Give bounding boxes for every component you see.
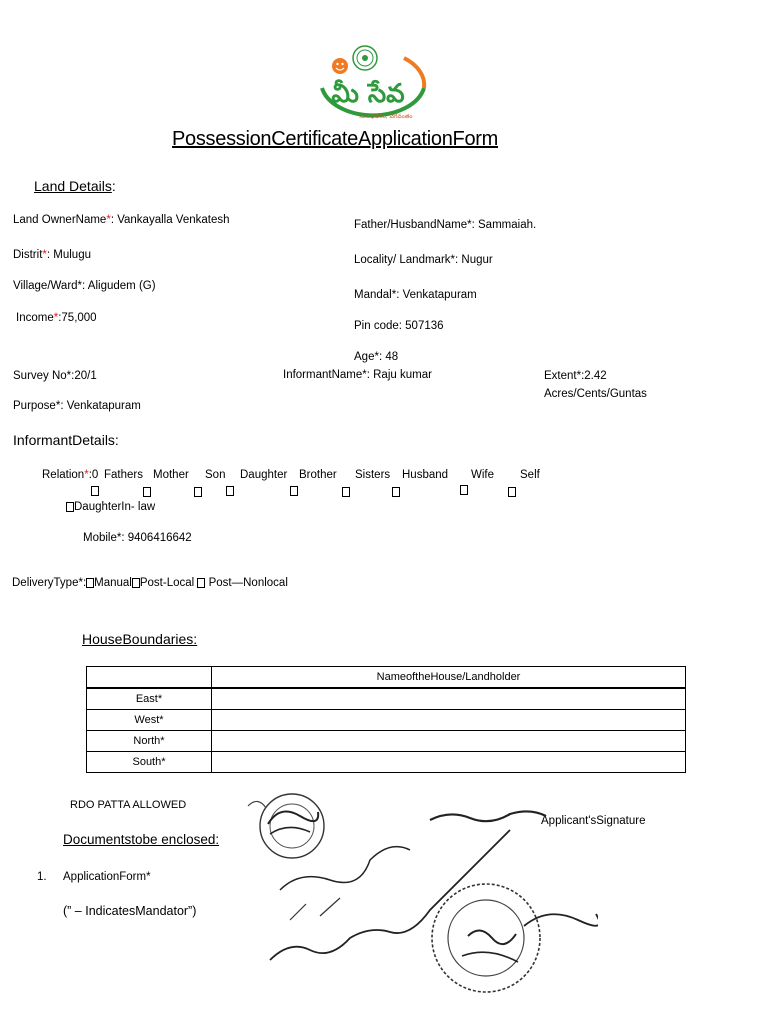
table-header-row (87, 667, 686, 689)
delivery-option-post-nonlocal: Post—Nonlocal (208, 577, 288, 589)
delivery-option-manual: Manual (94, 577, 132, 589)
required-star: * (84, 469, 89, 481)
income-value: :75,000 (58, 312, 97, 324)
mandal-label: Mandal* (354, 289, 397, 301)
age-field (354, 351, 398, 363)
informant-name-field (283, 369, 432, 381)
row-value-west[interactable] (212, 710, 686, 731)
pincode-label: Pin code (354, 320, 399, 332)
survey-value: :20/1 (71, 370, 97, 382)
relation-checkbox-daughter[interactable] (226, 486, 234, 496)
house-boundaries-table (86, 666, 686, 773)
table-row (87, 731, 686, 752)
house-boundaries-heading: HouseBoundaries: (82, 631, 198, 647)
age-label: Age* (354, 351, 379, 363)
logo-tagline-text: సులభతరం, వేగవంతం (359, 113, 413, 120)
pincode-value: : 507136 (398, 320, 444, 332)
row-label-north: North* (87, 731, 212, 752)
delivery-option-post-local: Post-Local (139, 577, 195, 589)
locality-label: Locality/ Landmark* (354, 254, 455, 266)
district-field (13, 249, 91, 261)
logo-brand-text: మీ సేవ (331, 79, 405, 109)
relation-option-self: Self (520, 469, 540, 481)
land-details-heading (34, 178, 116, 194)
informant-details-heading: InformantDetails: (13, 432, 119, 448)
extent-units: Acres/Cents/Guntas (544, 388, 647, 400)
father-field (354, 219, 536, 231)
mobile-field (83, 532, 192, 544)
table-row (87, 710, 686, 731)
row-label-east: East* (87, 688, 212, 710)
district-label: Distrit (13, 249, 43, 261)
daughter-in-law-label: DaughterIn- law (74, 501, 156, 513)
age-value: : 48 (378, 351, 399, 363)
relation-option-husband: Husband (402, 469, 449, 481)
delivery-type-row (12, 577, 288, 589)
relation-option-son: Son (205, 469, 226, 481)
survey-label: Survey No* (13, 370, 72, 382)
relation-checkbox-husband[interactable] (392, 487, 400, 497)
required-star: * (106, 214, 111, 226)
locality-field (354, 254, 493, 266)
relation-option-fathers: Fathers (104, 469, 143, 481)
district-value: : Mulugu (46, 249, 91, 261)
applicant-signature-label: Applicant'sSignature (541, 815, 646, 827)
relation-option-daughter-in-law (66, 501, 155, 513)
land-owner-value: : Vankayalla Venkatesh (110, 214, 230, 226)
table-row (87, 752, 686, 773)
income-field (16, 312, 97, 324)
land-details-heading-text: Land Details (34, 178, 112, 194)
meeseva-logo (312, 44, 434, 124)
relation-checkbox-daughter-in-law[interactable] (66, 502, 74, 512)
extent-label: Extent* (544, 370, 582, 382)
relation-checkbox-self[interactable] (508, 487, 516, 497)
relation-label-row (42, 469, 98, 481)
land-details-colon: : (111, 178, 116, 194)
table-header-name: NameoftheHouse/Landholder (212, 667, 686, 689)
village-value: : Aligudem (G) (82, 280, 156, 292)
relation-option-sisters: Sisters (355, 469, 391, 481)
relation-checkbox-wife[interactable] (460, 485, 468, 495)
document-item-number: 1. (37, 871, 47, 883)
official-stamp-bottom (428, 876, 598, 1004)
relation-colon: :0 (88, 469, 99, 481)
required-star: * (53, 312, 59, 324)
pincode-field (354, 320, 444, 332)
documents-heading: Documentstobe enclosed: (63, 832, 220, 847)
informant-name-value: : Raju kumar (366, 369, 432, 381)
rdo-patta-note: RDO PATTA ALLOWED (70, 799, 187, 811)
purpose-value: : Venkatapuram (60, 400, 141, 412)
delivery-checkbox-manual[interactable] (86, 578, 94, 588)
relation-option-wife: Wife (471, 469, 494, 481)
village-field (13, 280, 156, 292)
relation-option-brother: Brother (299, 469, 337, 481)
father-value: : Sammaiah. (471, 219, 537, 231)
extent-field (544, 370, 607, 382)
table-header-blank (87, 667, 212, 689)
relation-checkbox-brother[interactable] (290, 486, 298, 496)
row-label-south: South* (87, 752, 212, 773)
relation-checkbox-fathers[interactable] (91, 486, 99, 496)
relation-option-mother: Mother (153, 469, 189, 481)
form-title: PossessionCertificateApplicationForm (171, 128, 498, 150)
father-label: Father/HusbandName* (354, 219, 472, 231)
row-value-north[interactable] (212, 731, 686, 752)
mobile-value: : 9406416642 (121, 532, 192, 544)
relation-option-daughter: Daughter (240, 469, 288, 481)
document-item-label: ApplicationForm* (63, 871, 151, 883)
survey-field (13, 370, 97, 382)
land-owner-label: Land OwnerName (13, 214, 107, 226)
row-value-east[interactable] (212, 688, 686, 710)
mandatory-note: (” – IndicatesMandator”) (63, 904, 197, 918)
delivery-type-label: DeliveryType*: (12, 577, 87, 589)
table-row (87, 688, 686, 710)
mandal-value: : Venkatapuram (396, 289, 477, 301)
locality-value: : Nugur (455, 254, 493, 266)
purpose-label: Purpose* (13, 400, 61, 412)
mandal-field (354, 289, 477, 301)
relation-checkbox-son[interactable] (194, 487, 202, 497)
relation-checkbox-sisters[interactable] (342, 487, 350, 497)
extent-value: :2.42 (581, 370, 607, 382)
income-label: Income (16, 312, 54, 324)
relation-checkbox-mother[interactable] (143, 487, 151, 497)
informant-name-label: InformantName* (283, 369, 367, 381)
row-value-south[interactable] (212, 752, 686, 773)
required-star: * (42, 249, 47, 261)
delivery-checkbox-post-local[interactable] (132, 578, 140, 588)
purpose-field (13, 400, 141, 412)
row-label-west: West* (87, 710, 212, 731)
village-label: Village/Ward* (13, 280, 83, 292)
mobile-label: Mobile* (83, 532, 122, 544)
relation-label: Relation (42, 469, 85, 481)
delivery-checkbox-post-nonlocal[interactable] (197, 578, 205, 588)
land-owner-field (13, 214, 230, 226)
